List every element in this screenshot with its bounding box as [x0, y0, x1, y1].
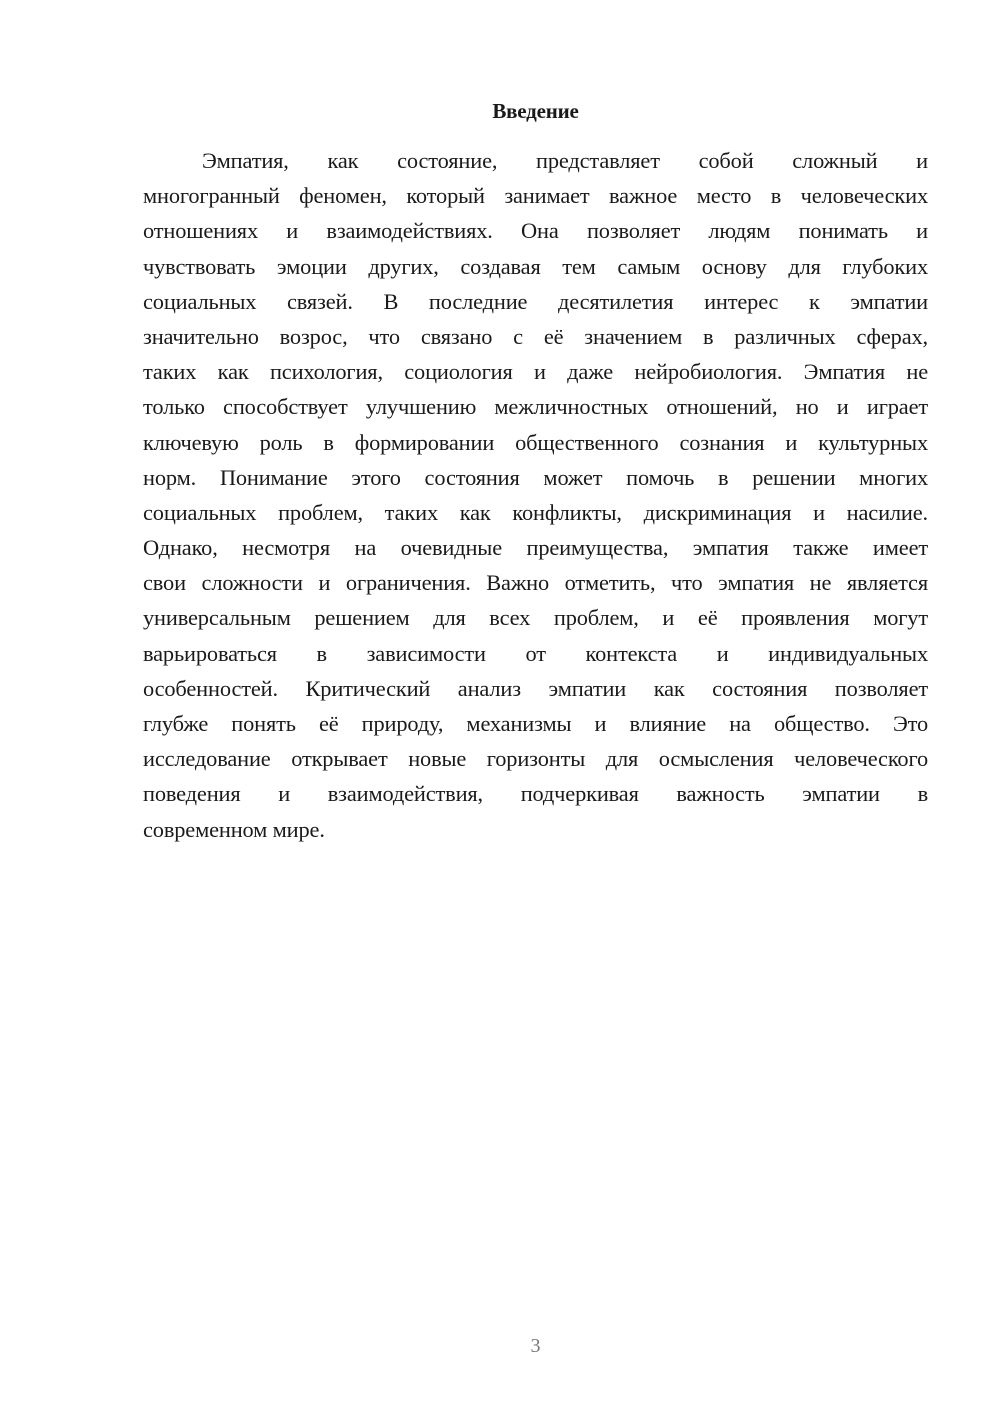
paragraph-line: свои сложности и ограничения. Важно отметить, что эмпатия не является [143, 570, 928, 596]
paragraph-line: ключевую роль в формировании общественного сознания и культурных [143, 429, 928, 455]
intro-paragraph [143, 143, 928, 847]
paragraph-line: Однако, несмотря на очевидные преимущества, эмпатия также имеет [143, 535, 928, 561]
paragraph-line: норм. Понимание этого состояния может помочь в решении многих [143, 464, 928, 490]
paragraph-line: универсальным решением для всех проблем, и её проявления могут [143, 605, 928, 631]
paragraph-line: многогранный феномен, который занимает важное место в человеческих [143, 183, 928, 209]
paragraph-line: социальных проблем, таких как конфликты, дискриминация и насилие. [143, 499, 928, 525]
paragraph-line: особенностей. Критический анализ эмпатии как состояния позволяет [143, 675, 928, 701]
paragraph-line: современном мире. [143, 816, 325, 842]
section-title: Введение [492, 99, 579, 123]
paragraph-line: Эмпатия, как состояние, представляет собой сложный и [202, 148, 928, 173]
paragraph-line: поведения и взаимодействия, подчеркивая важность эмпатии в [143, 781, 928, 807]
paragraph-line: отношениях и взаимодействиях. Она позволяет людям понимать и [143, 218, 928, 244]
paragraph-line: значительно возрос, что связано с её значением в различных сферах, [143, 323, 928, 349]
paragraph-line: глубже понять её природу, механизмы и влияние на общество. Это [143, 711, 928, 736]
paragraph-line: варьироваться в зависимости от контекста и индивидуальных [143, 640, 928, 666]
paragraph-line: таких как психология, социология и даже нейробиология. Эмпатия не [143, 359, 928, 385]
paragraph-line: исследование открывает новые горизонты для осмысления человеческого [143, 746, 928, 772]
paragraph-line: чувствовать эмоции других, создавая тем самым основу для глубоких [143, 253, 928, 279]
paragraph-line: только способствует улучшению межличностных отношений, но и играет [143, 394, 928, 420]
paragraph-line: социальных связей. В последние десятилетия интерес к эмпатии [143, 288, 928, 314]
page-number: 3 [530, 1335, 541, 1357]
